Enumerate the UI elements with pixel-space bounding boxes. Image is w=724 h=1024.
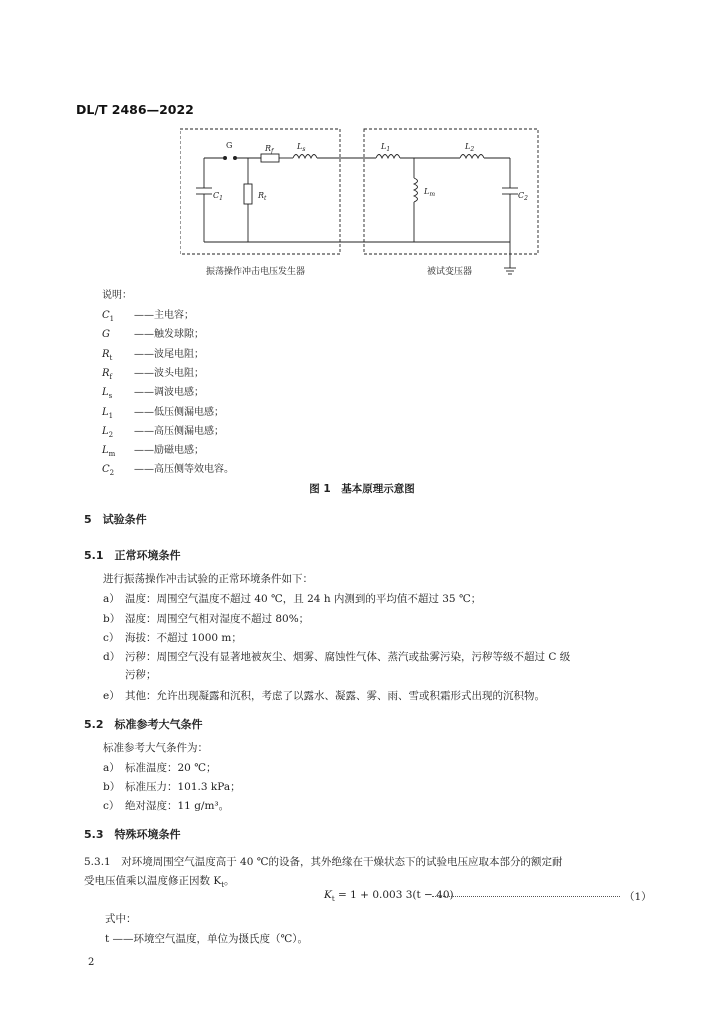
list-item bbox=[103, 630, 242, 645]
svg-text:Rf: $R_f$ bbox=[265, 144, 274, 155]
legend-symbol: $R_f$ bbox=[102, 367, 113, 381]
section-5-heading: 5 试验条件 bbox=[84, 513, 147, 526]
list-marker: a） bbox=[103, 593, 120, 605]
legend-item bbox=[102, 306, 194, 323]
svg-text:Rt: $R_t$ bbox=[258, 191, 267, 202]
formula-1: $K_t = 1 + 0.003$ 3(t − 40) bbox=[324, 889, 454, 904]
formula-leader bbox=[432, 896, 620, 897]
list-marker: e） bbox=[103, 690, 120, 702]
page-number: 2 bbox=[88, 957, 95, 968]
svg-text:C1: $C_1$ bbox=[213, 191, 223, 202]
legend-description: ——高压侧等效电容。 bbox=[134, 464, 234, 476]
figure-caption: 图 1 基本原理示意图 bbox=[309, 483, 415, 495]
list-marker: d） bbox=[103, 651, 121, 663]
legend-description: ——触发球隙； bbox=[134, 329, 204, 341]
circuit-diagram bbox=[180, 120, 545, 285]
list-item bbox=[103, 688, 545, 703]
svg-text:C2: $C_2$ bbox=[518, 191, 528, 202]
section-5-2-heading: 5.2 标准参考大气条件 bbox=[84, 718, 203, 731]
list-text: 污秽：周围空气没有显著地被灰尘、烟雾、腐蚀性气体、蒸汽或盐雾污染，污秽等级不超过 C 级 bbox=[125, 651, 571, 663]
list-text: 其他：允许出现凝露和沉积，考虑了以露水、凝露、雾、雨、雪或积霜形式出现的沉积物。 bbox=[125, 690, 545, 702]
list-text: 标准压力：101.3 kPa； bbox=[125, 781, 241, 793]
generator-box-label: 振荡操作冲击电压发生器 bbox=[206, 267, 306, 277]
list-item bbox=[125, 667, 157, 682]
section-5-1-heading: 5.1 正常环境条件 bbox=[84, 549, 181, 562]
legend-description: ——主电容； bbox=[134, 310, 194, 321]
list-marker: b） bbox=[103, 613, 121, 625]
l2-inductor bbox=[460, 155, 484, 159]
list-item bbox=[103, 760, 216, 775]
legend-symbol: $L_s$ bbox=[102, 387, 113, 401]
legend-title: 说明： bbox=[102, 290, 132, 301]
list-text: 绝对湿度：11 g/m³。 bbox=[125, 800, 230, 812]
list-text: 污秽； bbox=[125, 669, 157, 681]
l1-inductor bbox=[376, 155, 400, 159]
list-text: 温度：周围空气温度不超过 40 ℃，且 24 h 内测到的平均值不超过 35 ℃； bbox=[125, 593, 482, 605]
label-g: G bbox=[226, 141, 233, 150]
legend-item bbox=[102, 460, 234, 477]
lm-inductor bbox=[414, 178, 418, 202]
spark-gap-ball-left bbox=[223, 156, 227, 160]
spark-gap-ball-right bbox=[233, 156, 237, 160]
list-item bbox=[103, 779, 241, 794]
svg-text:Ls: $L_s$ bbox=[297, 142, 306, 153]
list-text: 海拔：不超过 1000 m； bbox=[125, 632, 242, 644]
legend-item bbox=[102, 422, 224, 439]
legend-item bbox=[102, 325, 204, 340]
ls-inductor bbox=[293, 155, 317, 159]
list-item bbox=[103, 798, 229, 813]
legend-symbol: $C_2$ bbox=[102, 464, 115, 478]
svg-text:Lm: $L_m$ bbox=[424, 187, 436, 198]
legend-symbol: $L_m$ bbox=[102, 445, 116, 459]
legend-item bbox=[102, 345, 204, 362]
list-item bbox=[103, 611, 309, 626]
formula-where: 式中： bbox=[105, 913, 137, 925]
list-marker: c） bbox=[103, 800, 120, 812]
legend-description: ——调波电感； bbox=[134, 387, 204, 399]
t-definition: t ——环境空气温度，单位为摄氏度（℃）。 bbox=[105, 933, 309, 945]
section-5-3-heading: 5.3 特殊环境条件 bbox=[84, 828, 181, 841]
list-text: 标准温度：20 ℃； bbox=[125, 762, 217, 774]
document-id: DL/T 2486—2022 bbox=[76, 102, 194, 117]
list-text: 湿度：周围空气相对湿度不超过 80%； bbox=[125, 613, 310, 625]
section-5-1-intro: 进行振荡操作冲击试验的正常环境条件如下： bbox=[103, 573, 313, 585]
section-5-3-1-line2: 受电压值乘以温度修正因数 $K_t$。 bbox=[84, 875, 235, 890]
transformer-box-label: 被试变压器 bbox=[427, 267, 473, 277]
legend-symbol: $L_2$ bbox=[102, 425, 114, 439]
section-5-2-intro: 标准参考大气条件为： bbox=[103, 742, 208, 754]
legend-description: ——低压侧漏电感； bbox=[134, 406, 224, 418]
list-item bbox=[103, 591, 481, 606]
legend-item bbox=[102, 364, 204, 381]
legend-description: ——波头电阻； bbox=[134, 367, 204, 379]
legend-description: ——励磁电感； bbox=[134, 445, 204, 457]
list-marker: b） bbox=[103, 781, 121, 793]
svg-text:L1: $L_1$ bbox=[381, 142, 391, 153]
legend-item bbox=[102, 383, 204, 400]
section-5-3-1-line1: 5.3.1 对环境周围空气温度高于 40 ℃的设备，其外绝缘在干燥状态下的试验电压应取本部分的额定耐 bbox=[84, 856, 563, 868]
formula-number: （1） bbox=[624, 891, 652, 903]
legend-item bbox=[102, 441, 204, 458]
rf-resistor bbox=[261, 154, 279, 162]
legend-symbol: $R_t$ bbox=[102, 348, 113, 362]
legend-symbol: G bbox=[102, 329, 110, 341]
list-marker: c） bbox=[103, 632, 120, 644]
list-item bbox=[103, 649, 570, 664]
rt-resistor bbox=[244, 184, 252, 204]
list-marker: a） bbox=[103, 762, 120, 774]
legend-item bbox=[102, 403, 224, 420]
legend-description: ——波尾电阻； bbox=[134, 348, 204, 360]
svg-text:L2: $L_2$ bbox=[465, 142, 475, 153]
legend-symbol: $L_1$ bbox=[102, 406, 114, 420]
legend-symbol: $C_1$ bbox=[102, 310, 115, 323]
legend-description: ——高压侧漏电感； bbox=[134, 425, 224, 437]
